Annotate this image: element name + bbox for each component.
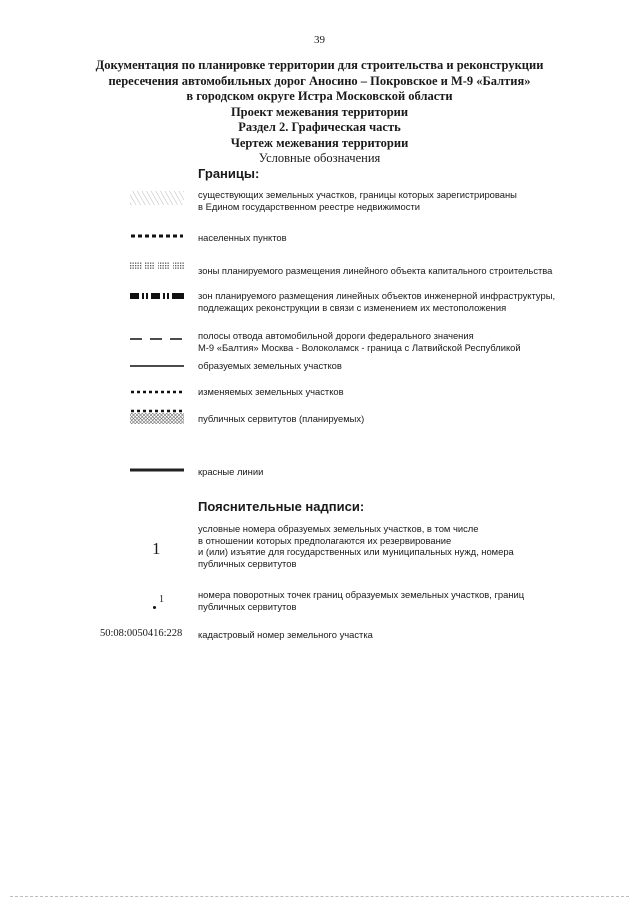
legend-description: образуемых земельных участков bbox=[198, 360, 342, 371]
solid-line-icon bbox=[130, 362, 184, 370]
page-bottom-edge bbox=[10, 896, 629, 897]
legend-description: существующих земельных участков, границы которых зарегистрированы в Едином государственном реестре недвижимости bbox=[198, 189, 517, 212]
plot-number-symbol: 1 bbox=[152, 539, 161, 558]
page-number: 39 bbox=[314, 34, 325, 46]
legend-description: кадастровый номер земельного участка bbox=[198, 629, 373, 640]
crosshatch-band-icon bbox=[130, 408, 184, 426]
legend-description: номера поворотных точек границ образуемых земельных участков, границ публичных сервитутов bbox=[198, 589, 525, 612]
legend-description: зоны планируемого размещения линейного объекта капитального строительства bbox=[198, 265, 553, 276]
boundaries-heading: Границы: bbox=[198, 166, 260, 181]
hatched-band-icon bbox=[130, 187, 184, 209]
thick-red-line-icon bbox=[130, 466, 184, 474]
short-dash-line-icon bbox=[130, 388, 184, 396]
explanatory-heading: Пояснительные надписи: bbox=[198, 499, 365, 514]
long-dash-line-icon bbox=[130, 335, 184, 343]
title-line: Документация по планировке территории для строительства и реконструкции bbox=[95, 58, 544, 72]
title-line: пересечения автомобильных дорог Аносино – Покровское и М-9 «Балтия» bbox=[108, 73, 531, 88]
legend-description: зон планируемого размещения линейных объектов инженерной инфраструктуры, подлежащих реконструкции в связи с изменением их местоположения bbox=[198, 290, 556, 313]
dotted-band-icon bbox=[130, 260, 184, 272]
dashed-bold-line-icon bbox=[130, 232, 184, 240]
legend-description: населенных пунктов bbox=[198, 232, 287, 243]
point-dot-icon bbox=[153, 606, 156, 609]
legend-description: красные линии bbox=[198, 466, 264, 477]
document-title bbox=[0, 58, 639, 167]
turning-point-number: 1 bbox=[159, 594, 164, 605]
cadastral-number-symbol: 50:08:0050416:228 bbox=[100, 628, 183, 639]
dash-dot-bold-line-icon bbox=[130, 291, 184, 301]
legend-subtitle: Условные обозначения bbox=[258, 151, 381, 165]
title-line: в городском округе Истра Московской области bbox=[186, 89, 453, 103]
title-line: Проект межевания территории bbox=[230, 104, 409, 119]
title-line: Чертеж межевания территории bbox=[230, 135, 409, 150]
legend-description: изменяемых земельных участков bbox=[198, 386, 344, 397]
title-line: Раздел 2. Графическая часть bbox=[238, 120, 401, 134]
legend-description: условные номера образуемых земельных участков, в том числе в отношении которых предполагаются их резервирование и (или) изъятие для государственных или муниципальных нужд, номера публичных сервитутов bbox=[198, 523, 514, 569]
turning-point-symbol bbox=[153, 594, 164, 609]
legend-description: полосы отвода автомобильной дороги федерального значения М-9 «Балтия» Москва - Волоколамск - граница с Латвийской Республикой bbox=[198, 330, 521, 353]
legend-description: публичных сервитутов (планируемых) bbox=[198, 413, 365, 424]
